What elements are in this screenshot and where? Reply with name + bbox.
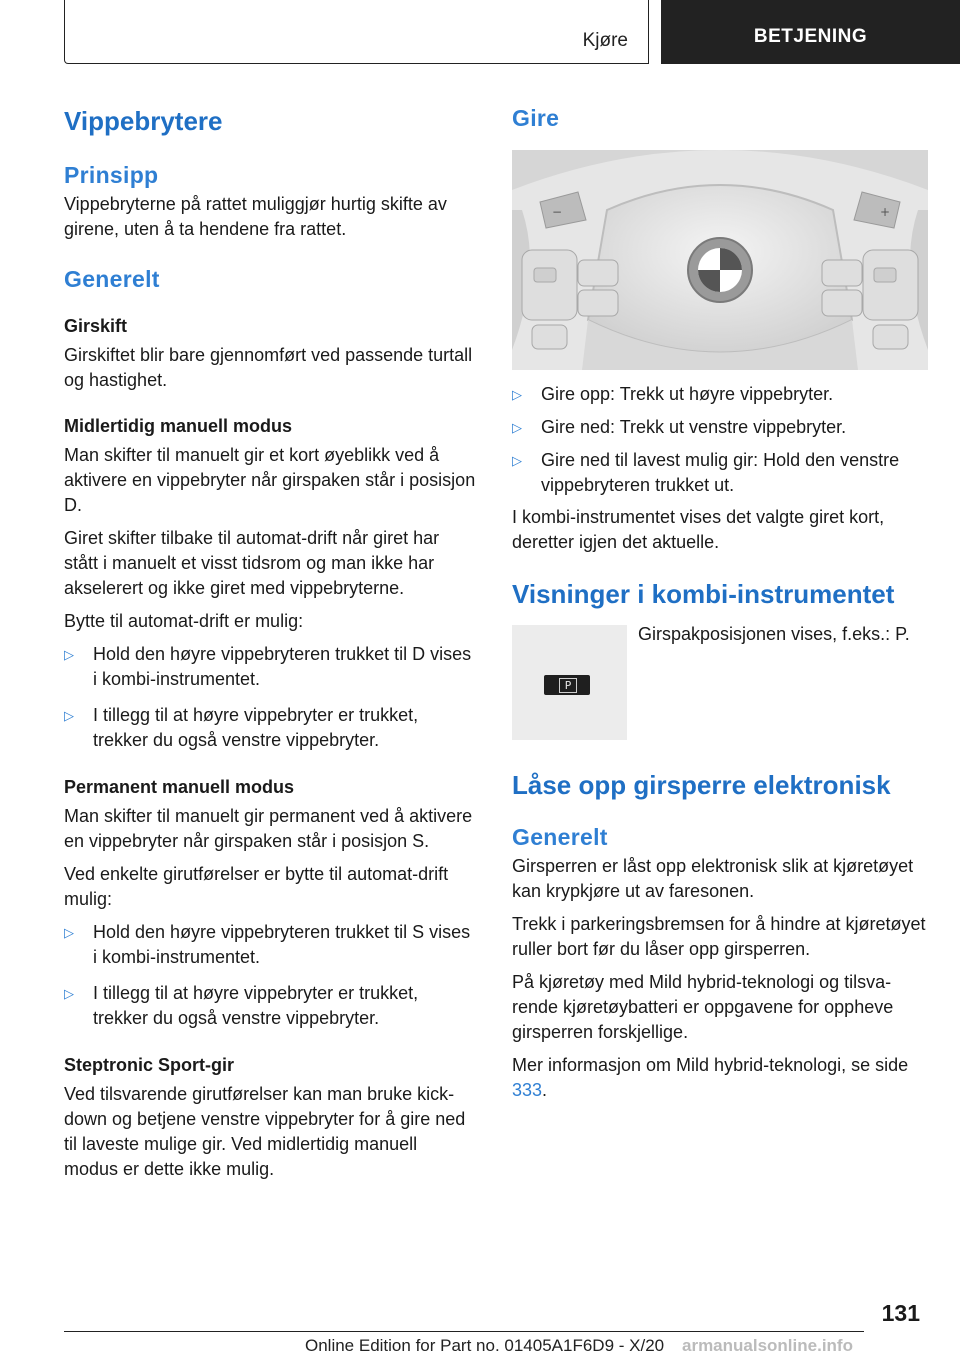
perm-manual-list <box>64 920 476 1031</box>
temp-manual-text-3: Bytte til automat-drift er mulig: <box>64 611 304 631</box>
wheel-plus-label: + <box>880 205 891 219</box>
page-title: Vippebrytere <box>64 106 223 136</box>
header-chapter-tab[interactable]: Kjøre <box>582 30 628 51</box>
footer-divider <box>64 1331 864 1332</box>
display-section <box>512 625 928 740</box>
list-item: ▷ Hold den høyre vippebryteren trukket til D vises i kombi-instrumentet. <box>64 644 472 689</box>
gire-text: I kombi-instrumentet vises det valgte giret kort, deretter igjen det aktuelle. <box>512 507 885 552</box>
header-section-bar <box>661 0 960 64</box>
triangle-bullet-icon: ▷ <box>64 925 74 940</box>
gire-list <box>512 382 928 498</box>
gearshift-text: Girskiftet blir bare gjennomført ved passende turtall og hastighet. <box>64 345 473 390</box>
temp-manual-text-1: Man skifter til manuelt gir et kort øyeblikk ved å aktivere en vippebryter når girspaken står i posisjon D. <box>64 445 476 515</box>
list-item: ▷ Gire ned til lavest mulig gir: Hold den venstre vippebryteren trukket ut. <box>512 450 900 495</box>
triangle-bullet-icon: ▷ <box>64 708 74 723</box>
page-number: 131 <box>881 1300 920 1326</box>
list-item: ▷ Gire opp: Trekk ut høyre vippebryter. <box>512 384 834 404</box>
unlock-heading: Låse opp girsperre elektronisk <box>512 770 891 800</box>
footer-edition: Online Edition for Part no. 01405A1F6D9 - X/20 <box>305 1336 665 1355</box>
sport-text: Ved tilsvarende girutførelser kan man bruke kickdown og betjene venstre vippebryter for å gire ned til laveste mulige gir. Ved midlertidig manuell modus er dette ikke mulig. <box>64 1084 466 1179</box>
gear-indicator-char: P <box>559 678 577 693</box>
triangle-bullet-icon: ▷ <box>64 986 74 1001</box>
list-item: ▷ Hold den høyre vippebryteren trukket til S vises i kombi-instrumentet. <box>64 922 471 967</box>
unlock-text-1: Girsperren er låst opp elektronisk slik at kjøretøyet kan krypkjøre ut av faresonen. <box>512 856 914 901</box>
unlock-text-3: På kjøretøy med Mild hybrid-teknologi og tilsvarende kjøretøybatteri er oppgavene for oppheve girsperren forskjellige. <box>512 972 894 1042</box>
perm-manual-text-2: Ved enkelte girutførelser er bytte til automat-drift mulig: <box>64 864 449 909</box>
triangle-bullet-icon: ▷ <box>512 420 522 435</box>
header-tab-box <box>64 0 649 64</box>
wheel-minus-label: − <box>552 205 563 219</box>
display-heading: Visninger i kombi-instrumentet <box>512 579 895 609</box>
principle-heading: Prinsipp <box>64 162 159 188</box>
bmw-logo-icon <box>688 238 752 302</box>
display-text: Girspakposisjonen vises, f.eks.: P. <box>638 624 910 644</box>
steering-wheel-icon <box>512 150 928 370</box>
list-item: ▷ I tillegg til at høyre vippebryter er trukket, trekker du også venstre vippebryter. <box>64 705 419 750</box>
perm-manual-text-1: Man skifter til manuelt gir permanent ved å aktivere en vippebryter når girspaken står i posisjon S. <box>64 806 473 851</box>
triangle-bullet-icon: ▷ <box>512 387 522 402</box>
steering-wheel-image <box>512 150 928 370</box>
right-column <box>512 100 928 1103</box>
header-section-label[interactable]: BETJENING <box>753 26 868 47</box>
temp-manual-heading: Midlertidig manuell modus <box>64 416 293 436</box>
temp-manual-list <box>64 642 476 753</box>
perm-manual-heading: Permanent manuell modus <box>64 777 295 797</box>
list-item: ▷ I tillegg til at høyre vippebryter er trukket, trekker du også venstre vippebryter. <box>64 983 419 1028</box>
unlock-text-4: Mer informasjon om Mild hybrid-teknologi, se side 333. <box>512 1055 909 1100</box>
left-column <box>64 100 476 1182</box>
gear-indicator-icon <box>544 675 590 695</box>
unlock-general-heading: Generelt <box>512 824 608 850</box>
list-item: ▷ Gire ned: Trekk ut venstre vippebryter. <box>512 417 847 437</box>
principle-text: Vippebryterne på rattet muliggjør hurtig skifte av girene, uten å ta hendene fra rattet. <box>64 194 447 239</box>
triangle-bullet-icon: ▷ <box>64 647 74 662</box>
general-heading: Generelt <box>64 266 160 292</box>
watermark: armanualsonline.info <box>682 1336 853 1355</box>
unlock-text-2: Trekk i parkeringsbremsen for å hindre at kjøretøyet ruller bort før du låser opp girsperren. <box>512 914 926 959</box>
triangle-bullet-icon: ▷ <box>512 453 522 468</box>
temp-manual-text-2: Giret skifter tilbake til automat-drift når giret har stått i manuelt et visst tidsrom og man ikke har akselerert og ikke giret med vippebryterne. <box>64 528 440 598</box>
gearshift-heading: Girskift <box>64 316 128 336</box>
gire-heading: Gire <box>512 105 560 131</box>
page-link[interactable]: 333 <box>512 1080 543 1100</box>
sport-heading: Steptronic Sport-gir <box>64 1055 234 1075</box>
instrument-display-image <box>512 625 627 740</box>
